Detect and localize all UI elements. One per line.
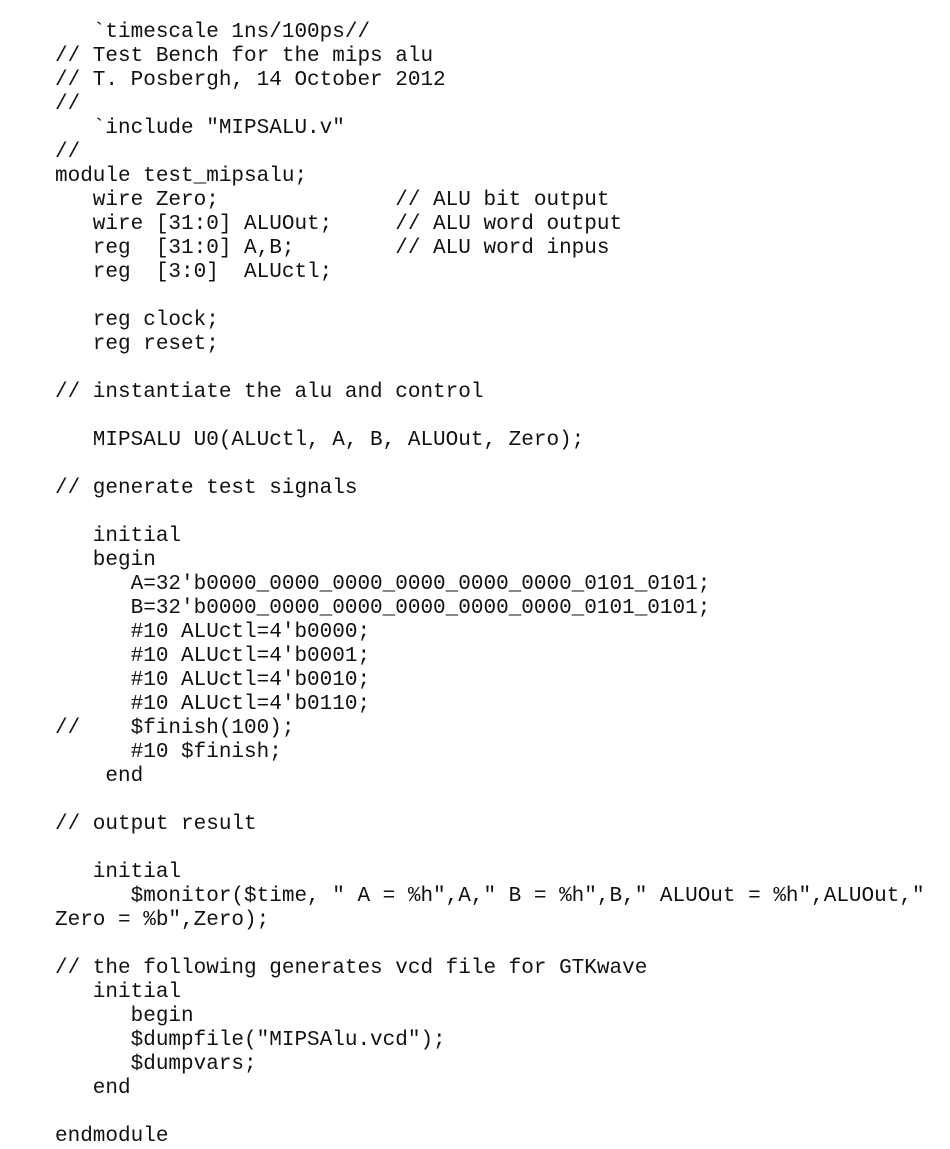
code-line: #10 ALUctl=4'b0000; (55, 621, 371, 644)
code-line: begin (55, 1005, 194, 1028)
code-line: wire Zero; // ALU bit output (55, 189, 610, 212)
code-line: #10 ALUctl=4'b0001; (55, 645, 371, 668)
code-line: module test_mipsalu; (55, 165, 308, 188)
code-line: reg [3:0] ALUctl; (55, 261, 333, 284)
code-line (55, 789, 925, 813)
code-line: reg clock; (55, 309, 219, 332)
code-line: reg [31:0] A,B; // ALU word inpus (55, 237, 610, 260)
code-line (55, 285, 925, 309)
code-line (55, 501, 925, 525)
code-line: reg reset; (55, 333, 219, 356)
code-listing (55, 21, 925, 1149)
code-line: // output result (55, 813, 257, 836)
code-line: // T. Posbergh, 14 October 2012 (55, 69, 446, 92)
code-line: `include "MIPSALU.v" (55, 117, 345, 140)
code-line: end (55, 1077, 131, 1100)
code-line: end (55, 765, 144, 788)
code-line: // $finish(100); (55, 717, 295, 740)
code-line (55, 405, 925, 429)
code-line: begin (55, 549, 156, 572)
code-line: $monitor($time, " A = %h",A," B = %h",B," ALUOut = %h",ALUOut," (55, 885, 925, 908)
code-line: A=32'b0000_0000_0000_0000_0000_0000_0101_0101; (55, 573, 711, 596)
code-line: $dumpfile("MIPSAlu.vcd"); (55, 1029, 446, 1052)
code-line: // instantiate the alu and control (55, 381, 484, 404)
code-line (55, 837, 925, 861)
code-line (55, 453, 925, 477)
code-line (55, 1101, 925, 1125)
code-line: `timescale 1ns/100ps// (55, 21, 371, 44)
code-line: Zero = %b",Zero); (55, 909, 270, 932)
code-line: // Test Bench for the mips alu (55, 45, 434, 68)
code-line: initial (55, 525, 182, 548)
code-line (55, 357, 925, 381)
code-line: initial (55, 861, 182, 884)
code-line: wire [31:0] ALUOut; // ALU word output (55, 213, 623, 236)
code-line: MIPSALU U0(ALUctl, A, B, ALUOut, Zero); (55, 429, 585, 452)
code-line: // (55, 93, 81, 116)
code-line: endmodule (55, 1125, 169, 1148)
code-line: #10 ALUctl=4'b0010; (55, 669, 371, 692)
code-line: #10 $finish; (55, 741, 282, 764)
code-line (55, 933, 925, 957)
code-line: #10 ALUctl=4'b0110; (55, 693, 371, 716)
code-line: // (55, 141, 81, 164)
code-line: initial (55, 981, 182, 1004)
code-line: B=32'b0000_0000_0000_0000_0000_0000_0101_0101; (55, 597, 711, 620)
code-line: $dumpvars; (55, 1053, 257, 1076)
code-line: // the following generates vcd file for GTKwave (55, 957, 648, 980)
code-line: // generate test signals (55, 477, 358, 500)
